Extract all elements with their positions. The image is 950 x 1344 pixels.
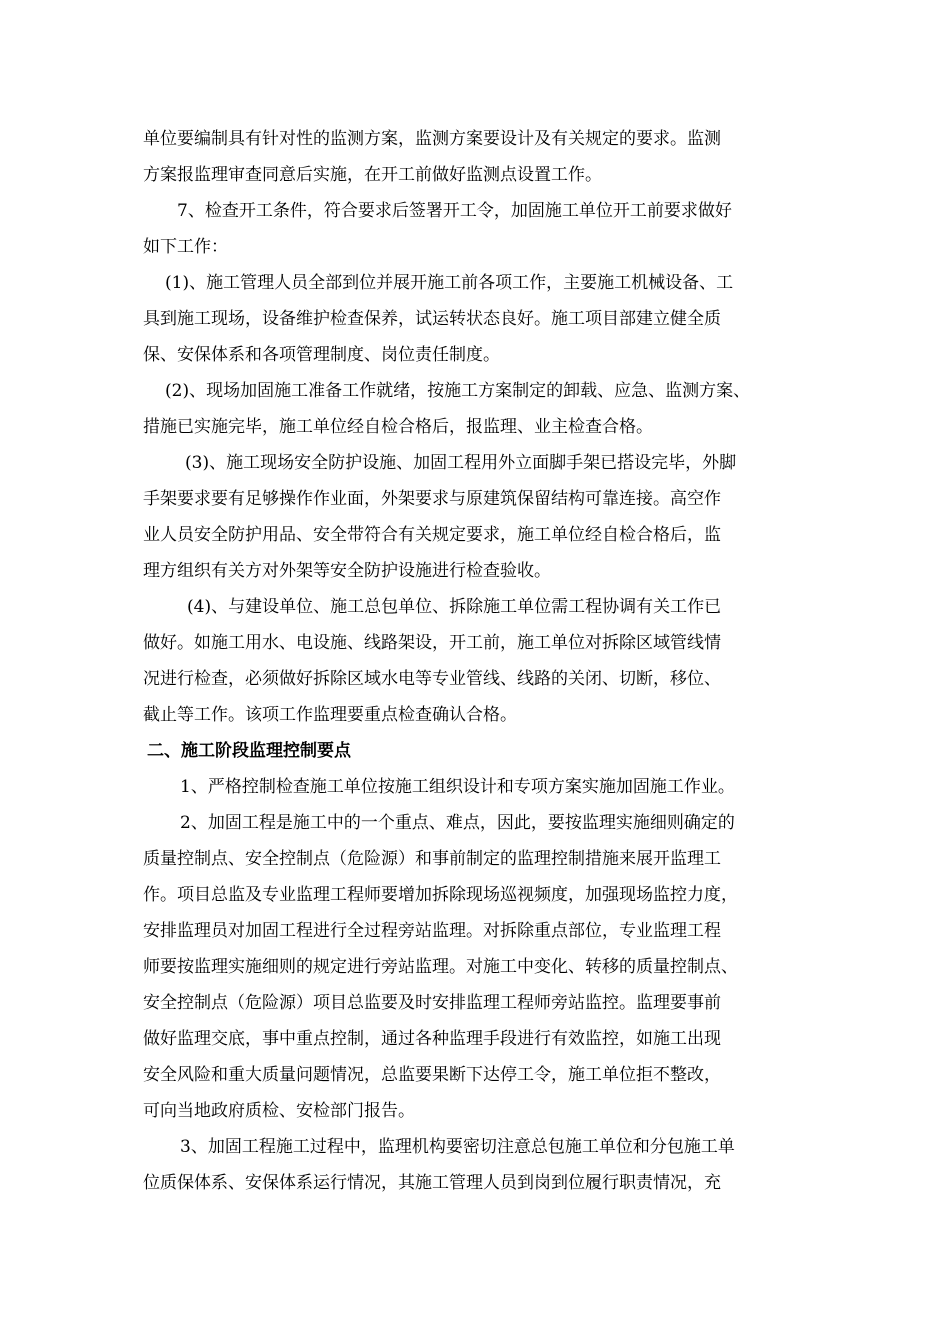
text-line: (1)、施工管理人员全部到位并展开施工前各项工作，主要施工机械设备、工 [165, 273, 734, 293]
section-heading: 二、施工阶段监理控制要点 [147, 741, 351, 761]
text-line: 手架要求要有足够操作作业面，外架要求与原建筑保留结构可靠连接。高空作 [143, 489, 721, 509]
text-line: (4)、与建设单位、施工总包单位、拆除施工单位需工程协调有关工作已 [187, 597, 722, 617]
text-line: 具到施工现场，设备维护检查保养，试运转状态良好。施工项目部建立健全质 [143, 309, 721, 329]
text-line: 保、安保体系和各项管理制度、岗位责任制度。 [143, 345, 500, 365]
text-line: 措施已实施完毕，施工单位经自检合格后，报监理、业主检查合格。 [143, 417, 653, 437]
text-line: 师要按监理实施细则的规定进行旁站监理。对施工中变化、转移的质量控制点、 [143, 957, 738, 977]
text-line: 3、加固工程施工过程中，监理机构要密切注意总包施工单位和分包施工单 [180, 1137, 735, 1157]
text-line: 安全控制点（危险源）项目总监要及时安排监理工程师旁站监控。监理要事前 [143, 993, 721, 1013]
document-page [143, 121, 823, 1201]
text-line: 7、检查开工条件，符合要求后签署开工令，加固施工单位开工前要求做好 [177, 201, 732, 221]
text-line: 做好。如施工用水、电设施、线路架设，开工前，施工单位对拆除区域管线情 [143, 633, 721, 653]
text-line: 质量控制点、安全控制点（危险源）和事前制定的监理控制措施来展开监理工 [143, 849, 721, 869]
text-line: 1、严格控制检查施工单位按施工组织设计和专项方案实施加固施工作业。 [180, 777, 735, 797]
text-line: 单位要编制具有针对性的监测方案，监测方案要设计及有关规定的要求。监测 [143, 129, 721, 149]
text-line: 安排监理员对加固工程进行全过程旁站监理。对拆除重点部位，专业监理工程 [143, 921, 721, 941]
text-line: 方案报监理审查同意后实施，在开工前做好监测点设置工作。 [143, 165, 602, 185]
text-line: 理方组织有关方对外架等安全防护设施进行检查验收。 [143, 561, 551, 581]
text-line: 况进行检查，必须做好拆除区域水电等专业管线、线路的关闭、切断，移位、 [143, 669, 721, 689]
text-line: 如下工作： [143, 237, 228, 257]
text-line: (2)、现场加固施工准备工作就绪，按施工方案制定的卸载、应急、监测方案、 [165, 381, 751, 401]
text-line: 作。项目总监及专业监理工程师要增加拆除现场巡视频度，加强现场监控力度， [143, 885, 738, 905]
text-line: 2、加固工程是施工中的一个重点、难点，因此，要按监理实施细则确定的 [180, 813, 735, 833]
text-line: 截止等工作。该项工作监理要重点检查确认合格。 [143, 705, 517, 725]
text-line: 可向当地政府质检、安检部门报告。 [143, 1101, 415, 1121]
text-line: 做好监理交底，事中重点控制，通过各种监理手段进行有效监控，如施工出现 [143, 1029, 721, 1049]
text-line: 位质保体系、安保体系运行情况，其施工管理人员到岗到位履行职责情况，充 [143, 1173, 721, 1193]
text-line: (3)、施工现场安全防护设施、加固工程用外立面脚手架已搭设完毕，外脚 [185, 453, 737, 473]
text-line: 安全风险和重大质量问题情况，总监要果断下达停工令，施工单位拒不整改， [143, 1065, 721, 1085]
text-line: 业人员安全防护用品、安全带符合有关规定要求，施工单位经自检合格后，监 [143, 525, 721, 545]
